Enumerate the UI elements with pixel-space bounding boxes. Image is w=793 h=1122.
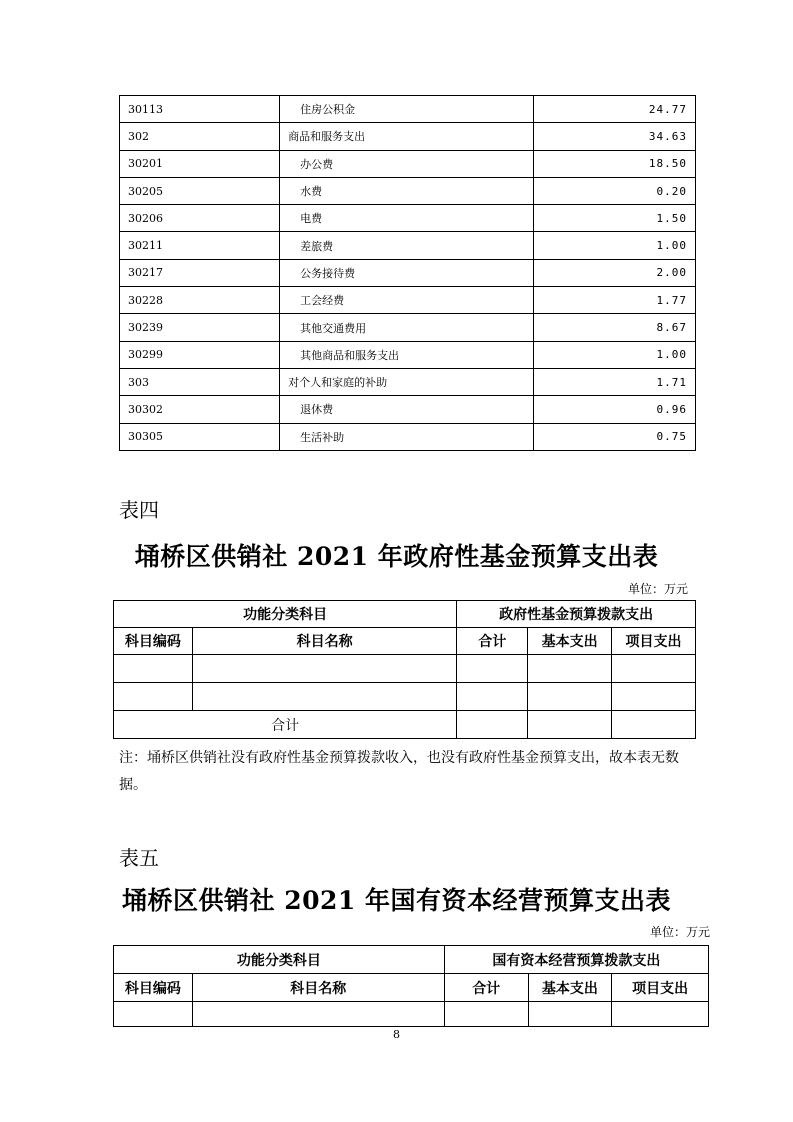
table-row — [120, 96, 696, 123]
state-capital-table — [113, 945, 709, 1027]
subject-code: 303 — [120, 368, 280, 395]
subject-name: 差旅费 — [280, 232, 534, 259]
table5-label: 表五 — [119, 846, 159, 870]
table-row — [120, 150, 696, 177]
amount: 34.63 — [533, 123, 695, 150]
amount: 18.50 — [533, 150, 695, 177]
amount: 0.20 — [533, 177, 695, 204]
subject-code: 30217 — [120, 259, 280, 286]
subject-name: 工会经费 — [280, 287, 534, 314]
subject-code: 30113 — [120, 96, 280, 123]
col-header-code: 科目编码 — [114, 628, 193, 655]
table-row — [114, 1002, 709, 1027]
amount: 1.71 — [533, 368, 695, 395]
table-row — [120, 232, 696, 259]
table4-label: 表四 — [119, 498, 159, 522]
col-header-name: 科目名称 — [192, 974, 444, 1002]
amount: 8.67 — [533, 314, 695, 341]
group-header-function: 功能分类科目 — [114, 946, 445, 974]
subject-name: 其他商品和服务支出 — [280, 341, 534, 368]
subject-code: 30201 — [120, 150, 280, 177]
subject-name: 住房公积金 — [280, 96, 534, 123]
table-row — [120, 123, 696, 150]
table-row — [120, 341, 696, 368]
subject-name: 其他交通费用 — [280, 314, 534, 341]
subject-name: 商品和服务支出 — [280, 123, 534, 150]
amount: 2.00 — [533, 259, 695, 286]
amount: 0.75 — [533, 423, 695, 450]
col-header-project: 项目支出 — [612, 974, 709, 1002]
table-row — [120, 396, 696, 423]
group-header-capital: 国有资本经营预算拨款支出 — [444, 946, 708, 974]
table-row — [120, 259, 696, 286]
subject-name: 水费 — [280, 177, 534, 204]
subject-code: 30305 — [120, 423, 280, 450]
page-number: 8 — [393, 1028, 400, 1041]
subject-name: 电费 — [280, 205, 534, 232]
table4-note: 注：埇桥区供销社没有政府性基金预算拨款收入，也没有政府性基金预算支出，故本表无数据。 — [119, 750, 679, 793]
table-row — [114, 655, 696, 683]
total-label: 合计 — [114, 711, 457, 739]
subject-code: 30239 — [120, 314, 280, 341]
table4-title: 埇桥区供销社 2021 年政府性基金预算支出表 — [134, 542, 659, 571]
amount: 0.96 — [533, 396, 695, 423]
col-header-total: 合计 — [444, 974, 528, 1002]
subject-code: 30206 — [120, 205, 280, 232]
total-row — [114, 711, 696, 739]
table-row — [120, 177, 696, 204]
subject-code: 30299 — [120, 341, 280, 368]
col-header-basic: 基本支出 — [528, 628, 612, 655]
table-row — [120, 205, 696, 232]
subject-name: 退休费 — [280, 396, 534, 423]
col-header-total: 合计 — [457, 628, 528, 655]
col-header-code: 科目编码 — [114, 974, 193, 1002]
amount: 24.77 — [533, 96, 695, 123]
group-header-function: 功能分类科目 — [114, 601, 457, 628]
table4-unit: 单位：万元 — [628, 582, 689, 596]
col-header-name: 科目名称 — [192, 628, 457, 655]
amount: 1.00 — [533, 232, 695, 259]
col-header-basic: 基本支出 — [528, 974, 612, 1002]
subject-name: 办公费 — [280, 150, 534, 177]
table-row — [120, 368, 696, 395]
subject-code: 30228 — [120, 287, 280, 314]
subject-name: 对个人和家庭的补助 — [280, 368, 534, 395]
table5-title: 埇桥区供销社 2021 年国有资本经营预算支出表 — [122, 886, 671, 915]
amount: 1.77 — [533, 287, 695, 314]
subject-code: 30211 — [120, 232, 280, 259]
subject-code: 302 — [120, 123, 280, 150]
table-row — [120, 423, 696, 450]
amount: 1.50 — [533, 205, 695, 232]
subject-name: 公务接待费 — [280, 259, 534, 286]
table-row — [114, 683, 696, 711]
subject-code: 30302 — [120, 396, 280, 423]
group-header-fund: 政府性基金预算拨款支出 — [457, 601, 696, 628]
amount: 1.00 — [533, 341, 695, 368]
table5-unit: 单位：万元 — [650, 925, 711, 939]
government-fund-table — [113, 600, 696, 739]
subject-name: 生活补助 — [280, 423, 534, 450]
subject-code: 30205 — [120, 177, 280, 204]
expenditure-table-continued — [119, 95, 696, 451]
table-row — [120, 287, 696, 314]
col-header-project: 项目支出 — [612, 628, 696, 655]
table-row — [120, 314, 696, 341]
